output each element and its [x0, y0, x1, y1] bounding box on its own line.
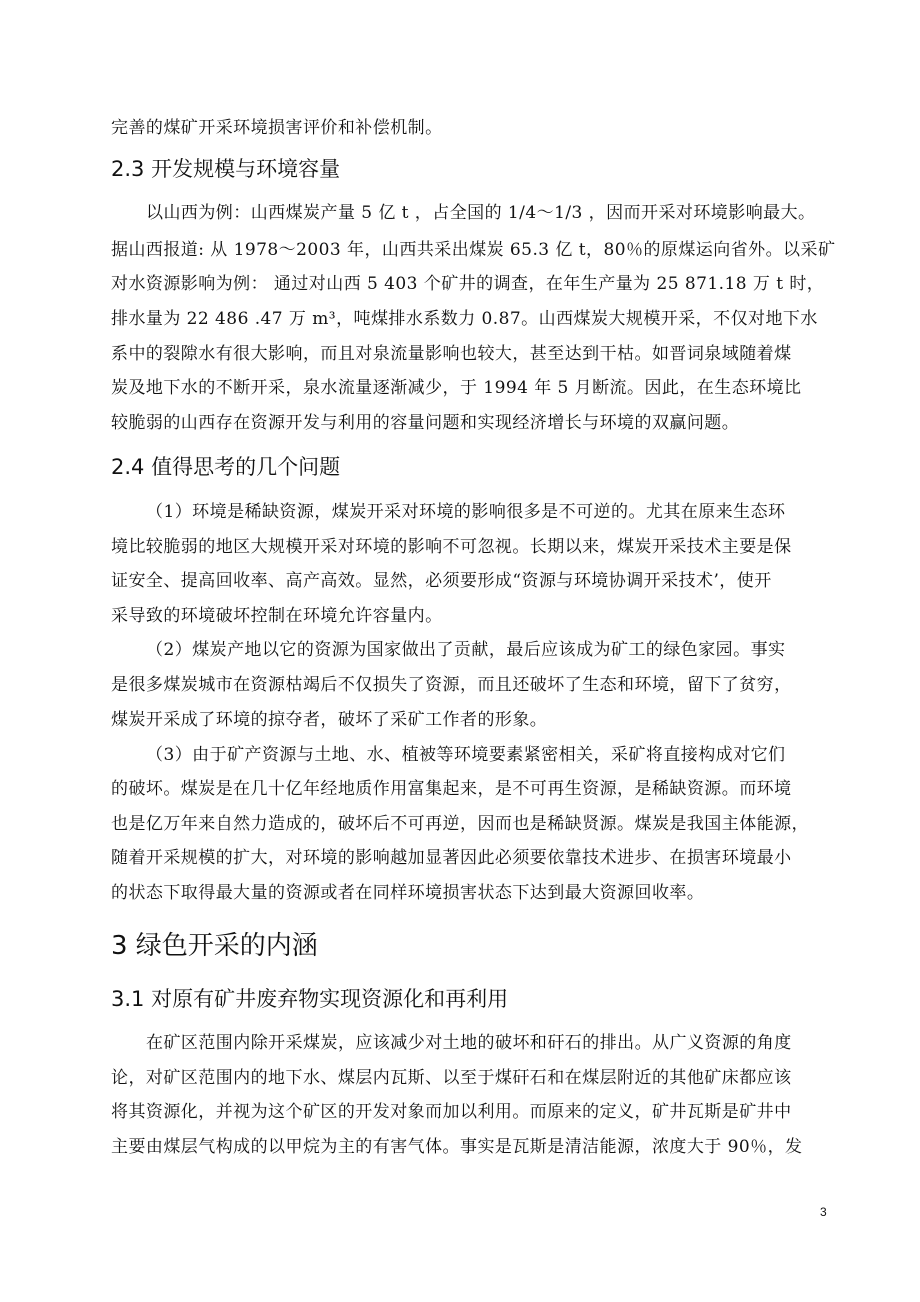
paragraph-line: （2）煤炭产地以它的资源为国家做出了贡献，最后应该成为矿工的绿色家园。事实: [146, 640, 786, 660]
section-heading-2-4: 2.4 值得思考的几个问题: [111, 455, 341, 479]
paragraph-line: 主要由煤层气构成的以甲烷为主的有害气体。事实是瓦斯是清洁能源，浓度大于 90％，发: [111, 1137, 803, 1157]
paragraph-line: 证安全、提高回收率、高产高效。显然，必须要形成“资源与环境协调开采技术’，使开: [111, 571, 772, 591]
paragraph-line: 较脆弱的山西存在资源开发与利用的容量问题和实现经济增长与环境的双赢问题。: [111, 413, 740, 433]
paragraph-line: 境比较脆弱的地区大规模开采对环境的影响不可忽视。长期以来，煤炭开采技术主要是保: [111, 537, 792, 557]
paragraph-line: 煤炭开采成了环境的掠夺者，破坏了采矿工作者的形象。: [111, 710, 548, 730]
paragraph-line: 的破坏。煤炭是在几十亿年经地质作用富集起来，是不可再生资源，是稀缺资源。而环境: [111, 779, 792, 799]
paragraph-line: 据山西报道: 从 1978～2003 年，山西共采出煤炭 65.3 亿 t，80％的原煤运向省外。以采矿: [111, 240, 836, 260]
section-heading-3-1: 3.1 对原有矿井废弃物实现资源化和再利用: [111, 987, 509, 1011]
paragraph-line: 是很多煤炭城市在资源枯竭后不仅损失了资源，而且还破坏了生态和环境，留下了贫穷，: [111, 675, 792, 695]
paragraph-line: 的状态下取得最大量的资源或者在同样环境损害状态下达到最大资源回收率。: [111, 883, 705, 903]
paragraph-line: （1）环境是稀缺资源，煤炭开采对环境的影响很多是不可逆的。尤其在原来生态环: [146, 502, 786, 522]
paragraph-line: 论，对矿区范围内的地下水、煤层内瓦斯、以至于煤矸石和在煤层附近的其他矿床都应该: [111, 1068, 792, 1088]
chapter-heading-3: 3 绿色开采的内涵: [111, 931, 318, 961]
paragraph-line: 将其资源化，并视为这个矿区的开发对象而加以利用。而原来的定义，矿井瓦斯是矿井中: [111, 1102, 792, 1122]
paragraph-line: 对水资源影响为例： 通过对山西 5 403 个矿井的调查，在年生产量为 25 871.18 万 t 时，: [111, 274, 825, 294]
paragraph-line: 也是亿万年来自然力造成的，破坏后不可再逆，因而也是稀缺贤源。煤炭是我国主体能源，: [111, 814, 809, 834]
paragraph-line: 随着开采规模的扩大，对环境的影响越加显著因此必须要依靠技术进步、在损害环境最小: [111, 848, 792, 868]
paragraph-line: 系中的裂隙水有很大影响，而且对泉流量影响也较大，甚至达到干枯。如晋词泉域随着煤: [111, 344, 792, 364]
paragraph-line: 以山西为例：山西煤炭产量 5 亿 t ，占全国的 1/4～1/3 ，因而开采对环境影响最大。: [146, 203, 816, 223]
paragraph-line: 采导致的环境破坏控制在环境允许容量内。: [111, 606, 443, 626]
paragraph-line: 在矿区范围内除开采煤炭，应该减少对土地的破坏和矸石的排出。从广义资源的角度: [146, 1033, 792, 1053]
section-heading-2-3: 2.3 开发规模与环境容量: [111, 157, 341, 181]
paragraph-line: （3）由于矿产资源与土地、水、植被等环境要素紧密相关，采矿将直接构成对它们: [146, 745, 786, 765]
paragraph-line: 排水量为 22 486 .47 万 m³，吨煤排水系数力 0.87。山西煤炭大规模开采，不仅对地下水: [111, 309, 818, 329]
page-number: 3: [820, 1205, 827, 1219]
paragraph-line: 完善的煤矿开采环境损害评价和补偿机制。: [111, 118, 443, 138]
paragraph-line: 炭及地下水的不断开采，泉水流量逐渐减少，于 1994 年 5 月断流。因此，在生态环境比: [111, 378, 802, 398]
